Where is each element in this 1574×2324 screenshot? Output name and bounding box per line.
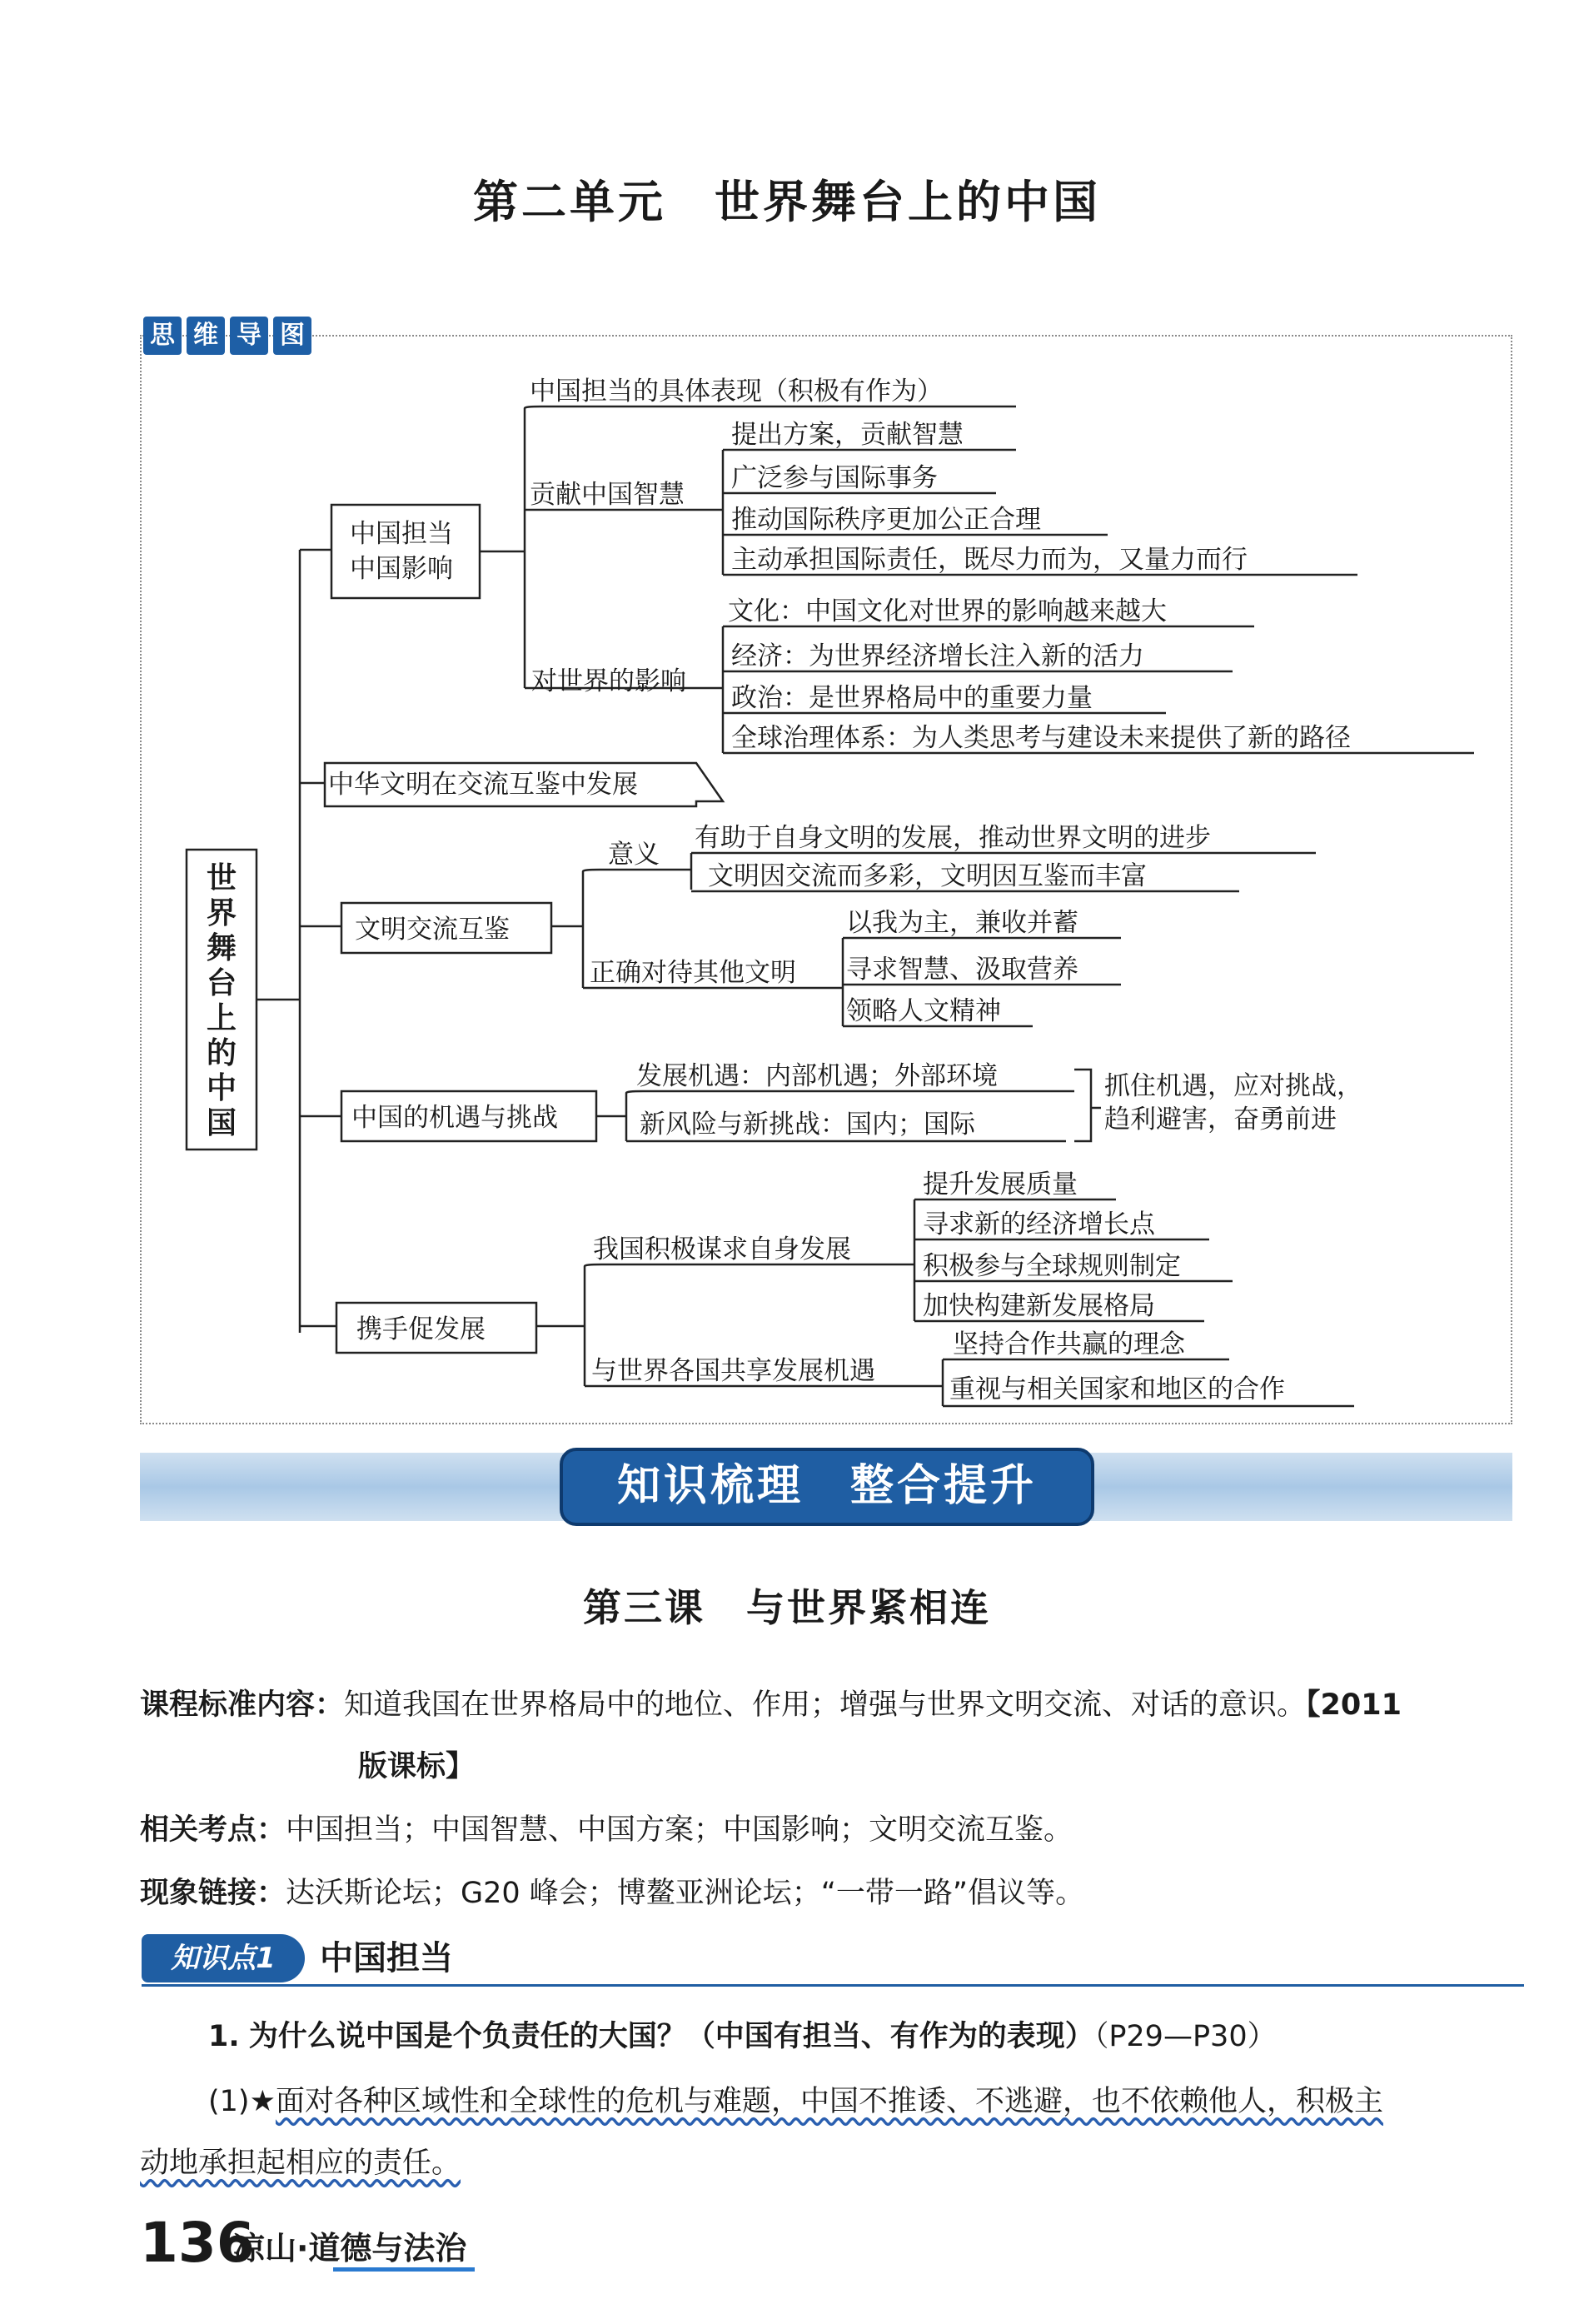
tag-char: 导 — [230, 317, 268, 355]
n4-result-line1: 抓住机遇，应对挑战， — [1104, 1071, 1362, 1101]
n1-b-item: 广泛参与国际事务 — [731, 463, 938, 493]
answer-text-1: 面对各种区域性和全球性的危机与难题，中国不推诿、不逃避，也不依赖他人，积极主 — [275, 2085, 1383, 2118]
page-number: 136 — [140, 2211, 255, 2275]
n1-b-item: 提出方案，贡献智慧 — [731, 420, 964, 450]
book-name: 凉山·道德与法治 — [233, 2230, 467, 2267]
n5-a-item: 积极参与全球规则制定 — [923, 1251, 1181, 1281]
n1-b-item: 主动承担国际责任，既尽力而为，又量力而行 — [731, 545, 1248, 575]
answer-line-2 — [140, 2141, 1522, 2186]
knowledge-point-title: 中国担当 — [320, 1939, 453, 1977]
course-standard-source: 【2011 — [1306, 1688, 1402, 1722]
n1-c-item: 政治：是世界格局中的重要力量 — [731, 683, 1093, 713]
n5-a-item: 寻求新的经济增长点 — [923, 1209, 1155, 1239]
tag-char: 维 — [187, 317, 225, 355]
phenomenon-links — [140, 1871, 1522, 1916]
course-standard-text: 知道我国在世界格局中的地位、作用；增强与世界文明交流、对话的意识。 — [344, 1688, 1307, 1722]
n5-a: 我国积极谋求自身发展 — [593, 1234, 851, 1264]
n4-result-line2: 趋利避害，奋勇前进 — [1104, 1105, 1337, 1135]
node-1-line1: 中国担当 — [350, 519, 453, 549]
question-text: 为什么说中国是个负责任的大国？（中国有担当、有作为的表现） — [248, 2020, 1094, 2053]
node-5-text: 携手促发展 — [356, 1314, 486, 1344]
unit-title: 第二单元 世界舞台上的中国 — [473, 176, 1101, 228]
n5-b-item: 重视与相关国家和地区的合作 — [949, 1374, 1285, 1404]
n3-b-item: 寻求智慧、汲取营养 — [846, 955, 1078, 985]
n1-b-item: 推动国际秩序更加公正合理 — [731, 505, 1041, 535]
question-pages: （P29—P30） — [1093, 2020, 1277, 2053]
question-number: 1. — [208, 2020, 240, 2053]
n5-a-item: 提升发展质量 — [923, 1169, 1078, 1199]
phenomenon-links-label: 现象链接： — [140, 1877, 286, 1910]
answer-text-2: 动地承担起相应的责任。 — [140, 2147, 461, 2180]
tag-char: 图 — [273, 317, 311, 355]
course-standard — [140, 1683, 1522, 1728]
n3-a-item: 有助于自身文明的发展，推动世界文明的进步 — [695, 823, 1211, 853]
n1-c: 对世界的影响 — [531, 666, 686, 696]
n4-item: 新风险与新挑战：国内；国际 — [640, 1110, 975, 1140]
node-1-line2: 中国影响 — [350, 554, 453, 584]
answer-line-1 — [208, 2079, 1524, 2124]
n3-b-item: 领略人文精神 — [846, 996, 1001, 1026]
n3-b: 正确对待其他文明 — [590, 958, 796, 988]
n1-c-item: 经济：为世界经济增长注入新的活力 — [731, 641, 1144, 671]
related-points — [140, 1808, 1522, 1853]
lesson-title: 第三课 与世界紧相连 — [583, 1585, 991, 1630]
course-standard-source-cont — [358, 1744, 858, 1789]
node-3-text: 文明交流互鉴 — [355, 915, 510, 945]
n1-a: 中国担当的具体表现（积极有作为） — [530, 377, 943, 406]
book-name-underline — [333, 2267, 475, 2272]
knowledge-point-badge: 知识点1 — [142, 1934, 305, 1982]
related-points-label: 相关考点： — [140, 1813, 286, 1847]
phenomenon-links-text: 达沃斯论坛；G20 峰会；博鳌亚洲论坛；“一带一路”倡议等。 — [286, 1877, 1085, 1910]
course-standard-source-2: 版课标】 — [358, 1750, 476, 1783]
n4-item: 发展机遇：内部机遇；外部环境 — [636, 1061, 998, 1091]
tag-char: 思 — [143, 317, 182, 355]
answer-number: (1)★ — [208, 2085, 276, 2118]
n5-b: 与世界各国共享发展机遇 — [591, 1356, 875, 1386]
knowledge-point-rule — [142, 1984, 1524, 1987]
node-2-text: 中华文明在交流互鉴中发展 — [328, 770, 638, 800]
root-text: 世界舞台上的中国 — [207, 860, 237, 1140]
n3-a-item: 文明因交流而多彩，文明因互鉴而丰富 — [708, 861, 1147, 891]
n3-b-item: 以我为主，兼收并蓄 — [846, 908, 1078, 938]
question-1 — [208, 2014, 1524, 2059]
n1-c-item: 文化：中国文化对世界的影响越来越大 — [728, 596, 1167, 626]
course-standard-label: 课程标准内容： — [140, 1688, 345, 1722]
node-4-text: 中国的机遇与挑战 — [351, 1103, 558, 1133]
n5-a-item: 加快构建新发展格局 — [923, 1291, 1155, 1321]
related-points-text: 中国担当；中国智慧、中国方案；中国影响；文明交流互鉴。 — [286, 1813, 1073, 1847]
n3-a: 意义 — [608, 840, 660, 870]
n1-b: 贡献中国智慧 — [530, 480, 685, 510]
n5-b-item: 坚持合作共赢的理念 — [953, 1329, 1185, 1359]
section-band-title: 知识梳理 整合提升 — [560, 1448, 1094, 1526]
n1-c-item: 全球治理体系：为人类思考与建设未来提供了新的路径 — [731, 723, 1351, 753]
